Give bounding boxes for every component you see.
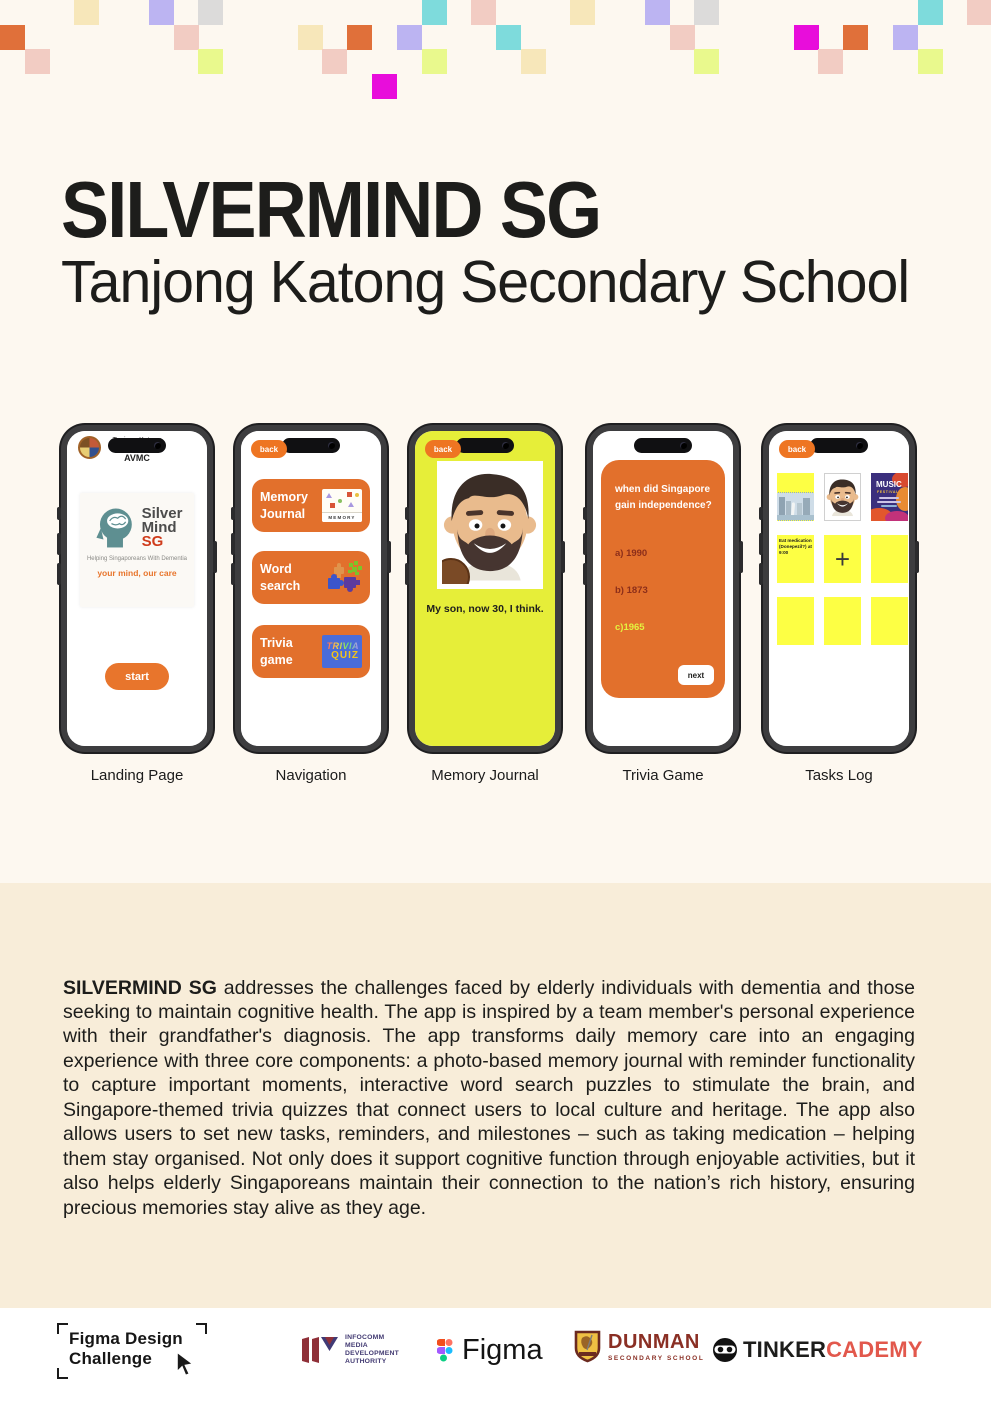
phone-caption-memory-journal: Memory Journal (431, 767, 539, 784)
side-button (57, 563, 61, 585)
app-slogan: your mind, our care (97, 568, 177, 578)
wordmark-silver: Silver (141, 504, 183, 522)
plus-icon: + (834, 543, 851, 574)
start-button[interactable]: start (105, 663, 169, 690)
mosaic-square (0, 25, 25, 50)
notes-grid (777, 473, 908, 645)
memory-shape (338, 499, 342, 503)
phone-trivia-game (587, 425, 739, 752)
task-note-empty[interactable] (871, 597, 908, 645)
question-line: when did Singapore (615, 484, 711, 495)
question-text (615, 482, 715, 513)
fdc-line1: Figma Design (69, 1329, 183, 1348)
tinkercademy-logo (712, 1337, 923, 1363)
fdc-line2: Challenge (69, 1348, 153, 1368)
side-button (213, 541, 217, 573)
menu-label-line: game (260, 652, 293, 667)
phone-navigation (235, 425, 387, 752)
side-button (231, 507, 235, 520)
imda-line: DEVELOPMENT (345, 1350, 399, 1358)
memory-journal-screen (415, 431, 555, 746)
imda-logo (300, 1334, 399, 1366)
music-festival-poster-image (871, 473, 908, 521)
task-note-empty[interactable] (824, 597, 861, 645)
app-wordmark (141, 504, 183, 551)
mosaic-square (74, 0, 99, 25)
side-button (759, 533, 763, 555)
side-button (57, 507, 61, 520)
task-note-add[interactable] (824, 535, 861, 583)
imda-line: INFOCOMM (345, 1334, 385, 1341)
mosaic-square (496, 25, 521, 50)
mosaic-square (570, 0, 595, 25)
figma-logo (437, 1334, 543, 1367)
side-button (387, 541, 391, 573)
phone-notch (810, 438, 868, 453)
side-button (915, 541, 919, 573)
dunman-subtitle: SECONDARY SCHOOL (608, 1354, 705, 1362)
imda-icon (300, 1335, 338, 1365)
mosaic-square (322, 49, 347, 74)
phone-caption-trivia-game: Trivia Game (622, 767, 704, 784)
journal-caption: My son, now 30, I think. (426, 603, 544, 615)
poster-subtitle: FESTIVAL (877, 490, 899, 494)
mosaic-square (174, 25, 199, 50)
option-a[interactable]: a) 1990 (615, 548, 648, 559)
project-description (63, 976, 915, 1221)
memory-shape (355, 493, 359, 497)
mosaic-square (967, 0, 991, 25)
mosaic (0, 0, 991, 120)
side-button (405, 533, 409, 555)
phone-caption-navigation: Navigation (275, 767, 347, 784)
menu-item-word-search[interactable] (252, 551, 370, 604)
back-button[interactable]: back (251, 440, 287, 458)
menu-label-line: Word (260, 561, 292, 576)
journal-photo[interactable] (437, 461, 543, 589)
menu-item-trivia-game[interactable] (252, 625, 370, 678)
school-name-line3: AVMC (124, 453, 150, 463)
side-button (739, 541, 743, 573)
mosaic-square (298, 25, 323, 50)
task-note-empty[interactable] (777, 597, 814, 645)
task-note-poster[interactable] (871, 473, 908, 521)
tinkercademy-wordmark (743, 1337, 923, 1363)
task-note-medication[interactable] (777, 535, 814, 583)
dunman-logo (574, 1330, 704, 1363)
navigation-screen (241, 431, 381, 746)
side-button (405, 507, 409, 520)
phone-landing (61, 425, 213, 752)
mosaic-square (918, 49, 943, 74)
phone-notch (282, 438, 340, 453)
back-button[interactable]: back (425, 440, 461, 458)
wordmark-mind: Mind (141, 518, 177, 536)
side-button (231, 563, 235, 585)
mosaic-square (198, 49, 223, 74)
trivia-screen (593, 431, 733, 746)
trivia-quiz-image (322, 635, 362, 668)
phone-tasks-log (763, 425, 915, 752)
mosaic-square (818, 49, 843, 74)
mosaic-square (25, 49, 50, 74)
mosaic-square (794, 25, 819, 50)
mosaic-square (694, 49, 719, 74)
side-button (583, 507, 587, 520)
mosaic-square (521, 49, 546, 74)
landing-screen (67, 431, 207, 746)
task-note-photo[interactable] (777, 473, 814, 521)
menu-label-line: search (260, 578, 301, 593)
page-title: SILVERMIND SG (61, 165, 601, 254)
imda-wordmark (345, 1334, 399, 1366)
phone-caption-landing: Landing Page (90, 767, 184, 784)
cursor-arrow-icon (175, 1351, 197, 1377)
mosaic-square (918, 0, 943, 25)
menu-item-label (260, 635, 293, 669)
figma-design-challenge-logo (57, 1323, 215, 1379)
side-button (759, 563, 763, 585)
mosaic-square (893, 25, 918, 50)
trivia-thumb-word1: TRIVIA (326, 641, 359, 651)
question-card (601, 460, 725, 698)
option-c[interactable]: c)1965 (615, 622, 645, 633)
mosaic-square (670, 25, 695, 50)
option-b[interactable]: b) 1873 (615, 585, 648, 596)
task-note-avatar[interactable] (824, 473, 861, 521)
description-body: addresses the challenges faced by elderly individuals with dementia and those seeking to maintain cognitive health. The app is inspired by a team member's personal experience with their grandfather's diagnosis. The app transforms daily memory care into an engaging experience with three core components: a photo-based memory journal with reminder functionality to capture important moments, interactive word search puzzles to stimulate the brain, and Singapore-themed trivia quizzes that connect users to local culture and heritage. The app also allows users to set new tasks, reminders, and milestones – such as taking medication – helping them stay organised. Not only does it support cognitive function through enjoyable activities, but it also helps elderly Singaporeans maintain their connection to the nation’s rich history, ensuring precious memories stay alive as they age. (63, 976, 916, 1219)
tasks-screen (769, 431, 909, 746)
side-button (57, 533, 61, 555)
mosaic-square (471, 0, 496, 25)
mosaic-square (397, 25, 422, 50)
puzzle-pieces-icon (322, 561, 362, 594)
mosaic-square (843, 25, 868, 50)
tinkercademy-ninja-icon (712, 1337, 738, 1363)
mosaic-square (645, 0, 670, 25)
menu-label-line: Memory (260, 489, 308, 504)
side-button (759, 507, 763, 520)
imda-line: AUTHORITY (345, 1358, 387, 1366)
dunman-name: DUNMAN (608, 1330, 700, 1353)
memory-shape (348, 502, 354, 507)
phone-caption-tasks-log: Tasks Log (805, 767, 873, 784)
app-logo-card (80, 493, 194, 607)
side-button (405, 563, 409, 585)
side-button (583, 563, 587, 585)
memory-shape (347, 492, 352, 497)
menu-item-label (260, 489, 308, 523)
task-note-text: Eat medication (Donepezil?) at 9:00 (779, 538, 812, 556)
imda-line: MEDIA (345, 1342, 368, 1350)
brain-head-icon (92, 505, 138, 551)
phone-notch (108, 438, 166, 453)
menu-item-label (260, 561, 300, 595)
app-tagline: Helping Singaporeans With Dementia (86, 556, 188, 562)
question-line: gain independence? (615, 499, 712, 511)
side-button (231, 533, 235, 555)
mosaic-square (149, 0, 174, 25)
singapore-photo-image (777, 493, 814, 520)
phone-memory-journal (409, 425, 561, 752)
menu-label-line: Trivia (260, 635, 293, 650)
wordmark-sg: SG (141, 533, 164, 551)
fdc-wordmark (69, 1329, 183, 1368)
description-lead: SILVERMIND SG (63, 976, 217, 999)
figma-wordmark: Figma (462, 1334, 543, 1366)
son-avatar-image (826, 477, 859, 517)
bracket-corner (196, 1323, 207, 1334)
mosaic-square (198, 0, 223, 25)
mosaic-square (422, 0, 447, 25)
memory-shape (330, 503, 335, 508)
bracket-corner (57, 1323, 68, 1334)
dunman-crest-icon (574, 1330, 601, 1363)
mosaic-square (347, 25, 372, 50)
task-note-empty[interactable] (871, 535, 908, 583)
memory-thumb-label: MEMORY (322, 512, 362, 522)
page-subtitle: Tanjong Katong Secondary School (61, 249, 910, 315)
memory-shape (326, 493, 332, 498)
phone-notch (634, 438, 692, 453)
memory-game-image (322, 489, 362, 522)
side-button (583, 533, 587, 555)
figma-icon (437, 1338, 454, 1363)
menu-label-line: Journal (260, 506, 306, 521)
dunman-wordmark (608, 1332, 704, 1362)
menu-item-memory-journal[interactable] (252, 479, 370, 532)
tinker-part1: TINKER (743, 1337, 827, 1362)
son-portrait-image (442, 466, 538, 584)
tinker-part2: CADEMY (826, 1337, 923, 1362)
bracket-corner (57, 1368, 68, 1379)
next-button[interactable]: next (678, 665, 714, 685)
mosaic-square (694, 0, 719, 25)
side-button (561, 541, 565, 573)
phone-notch (456, 438, 514, 453)
mosaic-square (372, 74, 397, 99)
trivia-thumb-word2: QUIZ (331, 650, 359, 661)
mosaic-square (422, 49, 447, 74)
poster-title: MUSIC (876, 480, 902, 489)
back-button[interactable]: back (779, 440, 815, 458)
